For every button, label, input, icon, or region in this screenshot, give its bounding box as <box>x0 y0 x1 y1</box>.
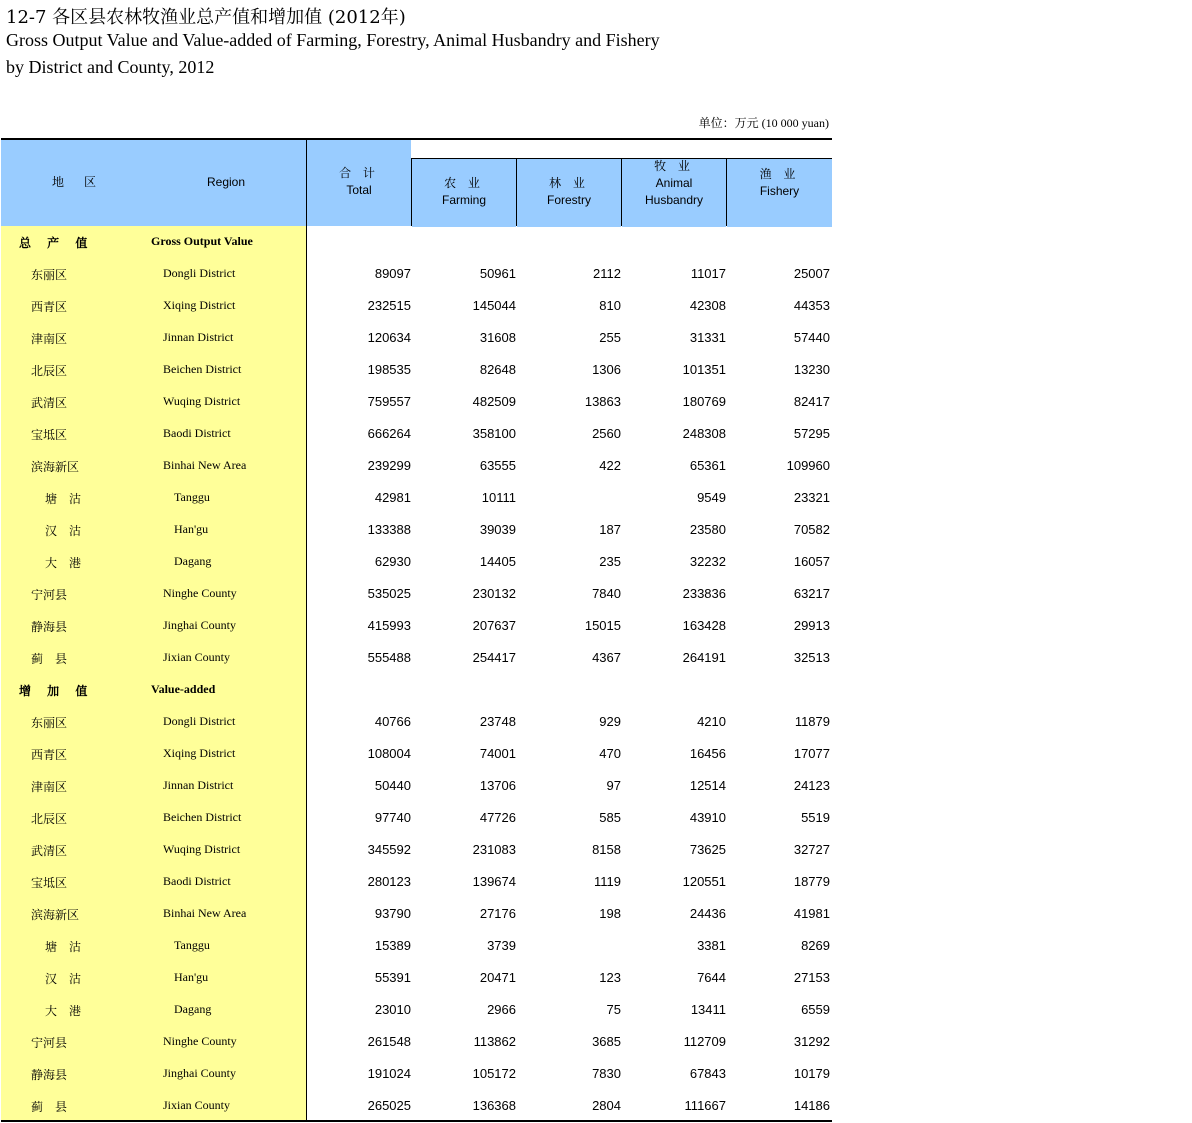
value-farming: 63555 <box>479 458 516 473</box>
value-farming: 254417 <box>472 650 516 665</box>
region-name-zh: 东丽区 <box>31 716 68 730</box>
table-title-zh: 12-7 各区县农林牧渔业总产值和增加值 (2012年) <box>6 7 406 28</box>
value-fishery: 16057 <box>793 554 830 569</box>
value-total: 97740 <box>374 810 411 825</box>
table-row <box>1 834 832 866</box>
value-animal: 3381 <box>697 938 726 953</box>
region-name-en: Baodi District <box>163 426 231 440</box>
region-name-zh: 宝坻区 <box>31 876 68 890</box>
region-name-zh: 增 加 值 <box>19 684 94 698</box>
value-fishery: 41981 <box>793 906 830 921</box>
value-fishery: 23321 <box>793 490 830 505</box>
table-row <box>1 514 832 546</box>
header-region-en: Region <box>206 175 246 189</box>
value-animal: 42308 <box>689 298 726 313</box>
value-fishery: 18779 <box>793 874 830 889</box>
value-fishery: 57440 <box>793 330 830 345</box>
value-farming: 27176 <box>479 906 516 921</box>
value-total: 759557 <box>367 394 411 409</box>
value-animal: 12514 <box>689 778 726 793</box>
value-total: 23010 <box>374 1002 411 1017</box>
value-fishery: 5519 <box>801 810 830 825</box>
region-name-en: Han'gu <box>174 522 209 536</box>
region-name-en: Jinnan District <box>163 330 234 344</box>
value-forestry: 75 <box>606 1002 621 1017</box>
value-forestry: 255 <box>599 330 621 345</box>
value-forestry: 8158 <box>592 842 621 857</box>
header-forestry: 林 业 Forestry <box>546 176 591 207</box>
value-total: 239299 <box>367 458 411 473</box>
value-fishery: 32513 <box>793 650 830 665</box>
value-fishery: 17077 <box>793 746 830 761</box>
value-total: 93790 <box>374 906 411 921</box>
region-name-en: Beichen District <box>163 810 242 824</box>
region-name-zh: 蓟 县 <box>31 652 68 666</box>
value-fishery: 32727 <box>793 842 830 857</box>
unit-note: 单位：万元 (10 000 yuan) <box>698 116 829 130</box>
value-forestry: 187 <box>599 522 621 537</box>
value-total: 42981 <box>374 490 411 505</box>
table-row <box>1 354 832 386</box>
value-farming: 39039 <box>479 522 516 537</box>
region-name-en: Baodi District <box>163 874 231 888</box>
region-name-en: Dongli District <box>163 266 236 280</box>
table-row <box>1 1026 832 1058</box>
value-farming: 10111 <box>481 490 516 505</box>
region-name-zh: 宁河县 <box>31 588 68 602</box>
region-name-zh: 塘 沽 <box>45 492 82 506</box>
region-name-zh: 北辰区 <box>31 364 68 378</box>
region-name-en: Xiqing District <box>163 746 236 760</box>
value-farming: 139674 <box>472 874 516 889</box>
value-total: 133388 <box>367 522 411 537</box>
value-fishery: 82417 <box>793 394 830 409</box>
value-farming: 358100 <box>472 426 516 441</box>
value-forestry: 235 <box>599 554 621 569</box>
region-name-zh: 西青区 <box>31 748 68 762</box>
value-farming: 113862 <box>473 1034 516 1049</box>
value-animal: 264191 <box>682 650 726 665</box>
region-name-zh: 西青区 <box>31 300 68 314</box>
value-farming: 482509 <box>472 394 516 409</box>
region-name-en: Wuqing District <box>163 394 241 408</box>
value-total: 15389 <box>374 938 411 953</box>
region-name-en: Tanggu <box>174 490 210 504</box>
region-name-en: Dongli District <box>163 714 236 728</box>
header-region-zh: 地 区 <box>51 175 100 189</box>
region-name-zh: 滨海新区 <box>31 460 80 474</box>
region-name-en: Wuqing District <box>163 842 241 856</box>
value-animal: 24436 <box>689 906 726 921</box>
value-total: 415993 <box>367 618 411 633</box>
value-farming: 23748 <box>479 714 516 729</box>
value-fishery: 13230 <box>793 362 830 377</box>
value-total: 535025 <box>367 586 411 601</box>
value-farming: 105172 <box>472 1066 516 1081</box>
region-name-en: Binhai New Area <box>163 458 247 472</box>
table-row <box>1 386 832 418</box>
region-name-zh: 静海县 <box>31 620 68 634</box>
table-row <box>1 578 832 610</box>
value-total: 280123 <box>367 874 411 889</box>
table-top-border <box>1 138 832 140</box>
value-animal: 111667 <box>684 1098 726 1113</box>
value-farming: 74001 <box>479 746 516 761</box>
data-table <box>1 138 832 1122</box>
value-animal: 7644 <box>697 970 726 985</box>
value-farming: 136368 <box>472 1098 516 1113</box>
value-forestry: 470 <box>599 746 621 761</box>
value-forestry: 7840 <box>592 586 621 601</box>
value-animal: 248308 <box>682 426 726 441</box>
value-total: 62930 <box>374 554 411 569</box>
value-forestry: 929 <box>599 714 621 729</box>
value-fishery: 31292 <box>793 1034 830 1049</box>
value-farming: 230132 <box>472 586 516 601</box>
region-name-en: Ninghe County <box>163 1034 237 1048</box>
region-name-en: Xiqing District <box>163 298 236 312</box>
region-name-zh: 北辰区 <box>31 812 68 826</box>
region-name-en: Jixian County <box>163 650 231 664</box>
table-row <box>1 770 832 802</box>
value-forestry: 97 <box>606 778 621 793</box>
region-name-en: Jixian County <box>163 1098 231 1112</box>
table-row <box>1 450 832 482</box>
table-row <box>1 482 832 514</box>
table-row <box>1 930 832 962</box>
value-forestry: 198 <box>599 906 621 921</box>
region-name-zh: 塘 沽 <box>45 940 82 954</box>
table-row <box>1 642 832 674</box>
value-animal: 32232 <box>689 554 726 569</box>
value-forestry: 15015 <box>584 618 621 633</box>
value-total: 40766 <box>374 714 411 729</box>
value-forestry: 1119 <box>594 874 621 889</box>
table-row <box>1 290 832 322</box>
value-fishery: 29913 <box>793 618 830 633</box>
value-total: 198535 <box>367 362 411 377</box>
value-animal: 4210 <box>697 714 726 729</box>
value-total: 191024 <box>367 1066 411 1081</box>
value-fishery: 14186 <box>793 1098 830 1113</box>
value-animal: 11017 <box>690 266 726 281</box>
value-total: 261548 <box>367 1034 411 1049</box>
region-name-zh: 滨海新区 <box>31 908 80 922</box>
region-name-en: Binhai New Area <box>163 906 247 920</box>
value-farming: 145044 <box>472 298 516 313</box>
value-forestry: 585 <box>599 810 621 825</box>
value-fishery: 6559 <box>801 1002 830 1017</box>
region-name-en: Jinnan District <box>163 778 234 792</box>
header-fishery: 渔 业 Fishery <box>759 167 800 198</box>
region-name-en: Jinghai County <box>163 1066 237 1080</box>
region-name-en: Dagang <box>174 554 212 568</box>
value-animal: 43910 <box>689 810 726 825</box>
region-name-zh: 武清区 <box>31 844 68 858</box>
table-row <box>1 802 832 834</box>
value-total: 55391 <box>374 970 411 985</box>
value-farming: 13706 <box>479 778 516 793</box>
region-name-zh: 东丽区 <box>31 268 68 282</box>
table-bottom-border <box>1 1120 832 1122</box>
value-forestry: 3685 <box>592 1034 621 1049</box>
region-name-en: Jinghai County <box>163 618 237 632</box>
value-farming: 82648 <box>479 362 516 377</box>
value-total: 89097 <box>374 266 411 281</box>
value-farming: 31608 <box>479 330 516 345</box>
header-total: 合 计 Total <box>339 166 379 197</box>
value-fishery: 10179 <box>793 1066 830 1081</box>
value-animal: 23580 <box>689 522 726 537</box>
value-forestry: 422 <box>599 458 621 473</box>
region-name-en: Dagang <box>174 1002 212 1016</box>
value-animal: 73625 <box>689 842 726 857</box>
value-total: 345592 <box>367 842 411 857</box>
value-total: 50440 <box>374 778 411 793</box>
region-name-zh: 大 港 <box>45 1004 82 1018</box>
section-row <box>1 226 832 258</box>
table-row <box>1 418 832 450</box>
value-animal: 31331 <box>689 330 726 345</box>
value-farming: 47726 <box>479 810 516 825</box>
table-row <box>1 546 832 578</box>
value-animal: 9549 <box>697 490 726 505</box>
table-row <box>1 610 832 642</box>
table-row <box>1 1090 832 1122</box>
region-name-zh: 津南区 <box>31 780 68 794</box>
header-farming: 农 业 Farming <box>441 176 486 207</box>
table-title-en: Gross Output Value and Value-added of Farming, Forestry, Animal Husbandry and Fishery <box>6 30 660 50</box>
value-fishery: 57295 <box>793 426 830 441</box>
value-fishery: 25007 <box>793 266 830 281</box>
value-animal: 16456 <box>689 746 726 761</box>
value-animal: 67843 <box>689 1066 726 1081</box>
value-fishery: 24123 <box>793 778 830 793</box>
value-fishery: 109960 <box>786 458 830 473</box>
value-animal: 101351 <box>682 362 726 377</box>
value-total: 108004 <box>367 746 411 761</box>
value-animal: 180769 <box>682 394 726 409</box>
region-name-zh: 宝坻区 <box>31 428 68 442</box>
section-row <box>1 674 832 706</box>
value-farming: 20471 <box>479 970 516 985</box>
value-animal: 13411 <box>690 1002 726 1017</box>
table-row <box>1 898 832 930</box>
value-animal: 233836 <box>682 586 726 601</box>
value-forestry: 123 <box>599 970 621 985</box>
table-row <box>1 322 832 354</box>
value-forestry: 4367 <box>592 650 621 665</box>
value-farming: 2966 <box>487 1002 516 1017</box>
region-name-zh: 武清区 <box>31 396 68 410</box>
region-name-zh: 汉 沽 <box>45 524 82 538</box>
value-forestry: 13863 <box>584 394 621 409</box>
region-name-zh: 津南区 <box>31 332 68 346</box>
value-animal: 112709 <box>683 1034 726 1049</box>
table-row <box>1 962 832 994</box>
region-name-en: Beichen District <box>163 362 242 376</box>
region-name-en: Value-added <box>151 682 216 696</box>
region-name-en: Gross Output Value <box>151 234 253 248</box>
value-forestry: 2804 <box>592 1098 621 1113</box>
table-row <box>1 738 832 770</box>
value-fishery: 27153 <box>793 970 830 985</box>
table-row <box>1 866 832 898</box>
value-farming: 3739 <box>487 938 516 953</box>
value-farming: 14405 <box>479 554 516 569</box>
value-farming: 207637 <box>472 618 516 633</box>
value-total: 265025 <box>367 1098 411 1113</box>
table-row <box>1 1058 832 1090</box>
value-forestry: 2560 <box>592 426 621 441</box>
value-animal: 163428 <box>682 618 726 633</box>
region-name-zh: 汉 沽 <box>45 972 82 986</box>
table-row <box>1 994 832 1026</box>
table-row <box>1 258 832 290</box>
value-fishery: 11879 <box>794 714 830 729</box>
value-total: 555488 <box>367 650 411 665</box>
value-farming: 50961 <box>479 266 516 281</box>
value-farming: 231083 <box>472 842 516 857</box>
value-animal: 65361 <box>689 458 726 473</box>
value-fishery: 44353 <box>793 298 830 313</box>
value-total: 666264 <box>367 426 411 441</box>
value-total: 120634 <box>367 330 411 345</box>
region-name-zh: 蓟 县 <box>31 1100 68 1114</box>
value-fishery: 8269 <box>801 938 830 953</box>
value-forestry: 810 <box>599 298 621 313</box>
value-forestry: 7830 <box>592 1066 621 1081</box>
region-name-zh: 大 港 <box>45 556 82 570</box>
header-animal-husbandry: 牧 业 Animal Husbandry <box>644 159 704 207</box>
value-animal: 120551 <box>682 874 726 889</box>
value-forestry: 1306 <box>592 362 621 377</box>
table-row <box>1 706 832 738</box>
value-fishery: 70582 <box>793 522 830 537</box>
value-forestry: 2112 <box>593 266 621 281</box>
region-name-zh: 总 产 值 <box>19 236 94 250</box>
region-name-zh: 宁河县 <box>31 1036 68 1050</box>
region-name-en: Ninghe County <box>163 586 237 600</box>
table-title-en-line2: by District and County, 2012 <box>6 57 215 77</box>
region-name-en: Han'gu <box>174 970 209 984</box>
value-fishery: 63217 <box>793 586 830 601</box>
region-name-en: Tanggu <box>174 938 210 952</box>
value-total: 232515 <box>367 298 411 313</box>
region-name-zh: 静海县 <box>31 1068 68 1082</box>
